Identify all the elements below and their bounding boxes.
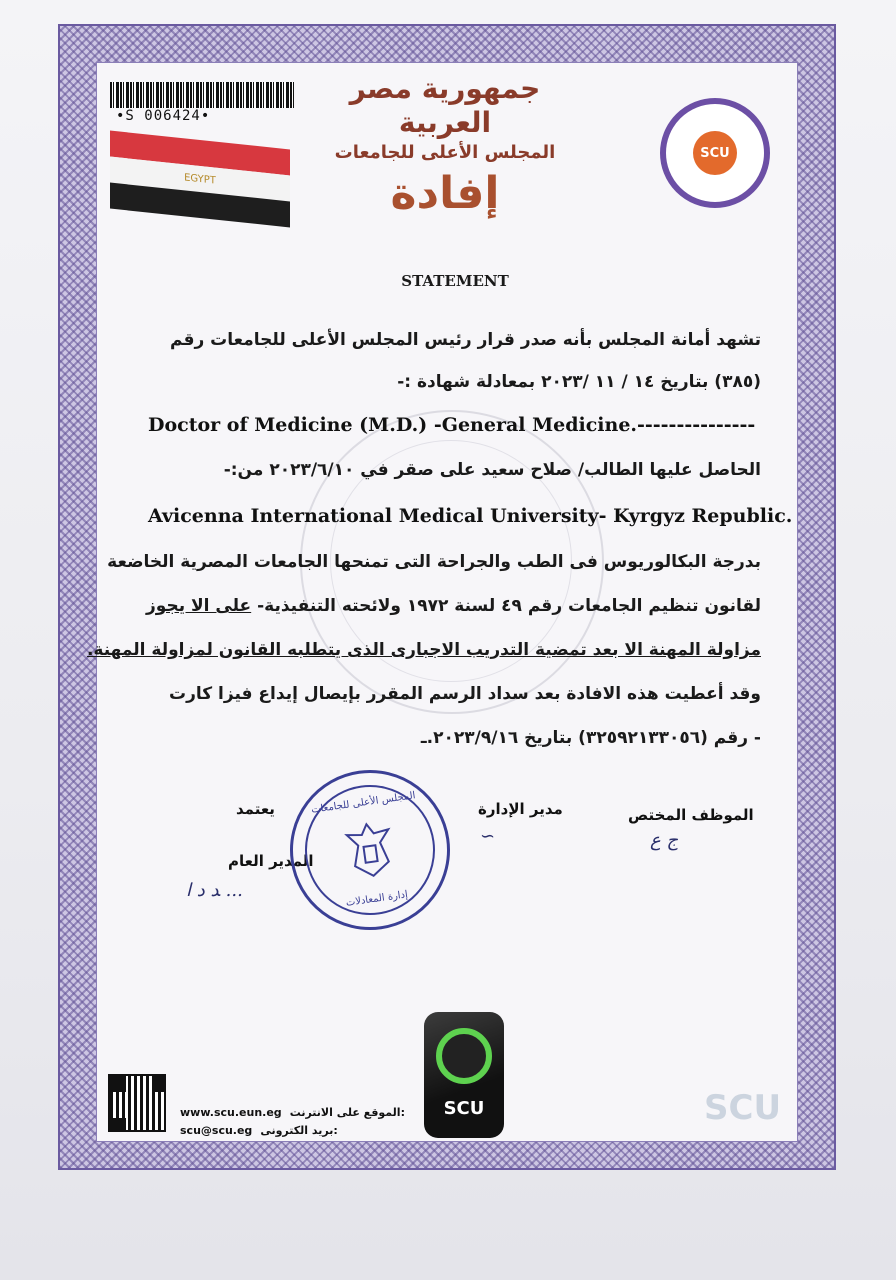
title-country: جمهورية مصر العربية bbox=[349, 72, 541, 139]
scu-logo-icon bbox=[660, 98, 770, 208]
hologram-text: SCU bbox=[443, 1098, 485, 1119]
general-manager-label: المدير العام bbox=[228, 852, 314, 870]
body-line-8: - رقم (٣٢٥٩٢١٣٣٠٥٦) بتاريخ ٢٠٢٣/٩/١٦.ـ bbox=[420, 728, 761, 748]
hologram-seal bbox=[424, 1012, 504, 1138]
degree-english: Doctor of Medicine (M.D.) -General Medicine.--------------- bbox=[148, 414, 756, 436]
flag-caption: EGYPT bbox=[110, 157, 290, 202]
email-label: بريد الكترونى: bbox=[260, 1124, 338, 1137]
manager-signature-scrawl: ∽ bbox=[480, 826, 496, 847]
website-label: الموقع على الانترنت: bbox=[289, 1106, 405, 1119]
employee-signature-scrawl: ج ع bbox=[650, 830, 679, 851]
body-line-1: تشهد أمانة المجلس بأنه صدر قرار رئيس المجلس الأعلى للجامعات رقم bbox=[170, 330, 761, 350]
body-line-2: (٣٨٥) بتاريخ ١٤ / ١١ /٢٠٢٣ بمعادلة شهادة :- bbox=[397, 372, 761, 392]
statement-heading: STATEMENT bbox=[401, 272, 509, 290]
header-title bbox=[320, 72, 570, 222]
body-line-7: وقد أعطيت هذه الافادة بعد سداد الرسم المقرر بإيصال إيداع فيزا كارت bbox=[168, 684, 761, 704]
stamp-bottom-text: إدارة المعادلات bbox=[345, 889, 409, 909]
contact-info bbox=[180, 1104, 405, 1140]
body-line-6: مزاولة المهنة الا بعد تمضية التدريب الاجبارى الذى يتطلبه القانون لمزاولة المهنة. bbox=[86, 640, 761, 660]
approved-label: يعتمد bbox=[236, 800, 275, 818]
general-manager-signature-scrawl: ﺪ ﺩ ﺍ ... bbox=[186, 880, 243, 901]
body-line-5-underlined: على الا يجوز bbox=[146, 596, 252, 616]
employee-signature-label: الموظف المختص bbox=[628, 806, 754, 824]
scu-logo-text: SCU bbox=[693, 131, 737, 175]
body-line-5 bbox=[146, 596, 761, 616]
university-english: Avicenna International Medical University- Kyrgyz Republic. bbox=[148, 505, 793, 527]
barcode bbox=[110, 82, 294, 108]
website-url: www.scu.eun.eg bbox=[180, 1106, 282, 1119]
body-line-3: الحاصل عليها الطالب/ صلاح سعيد على صقر في ٢٠٢٣/٦/١٠ من:- bbox=[223, 460, 761, 480]
stamp-top-text: المجلس الأعلى للجامعات bbox=[310, 790, 417, 816]
title-council: المجلس الأعلى للجامعات bbox=[334, 142, 556, 163]
scu-watermark: SCU bbox=[704, 1088, 782, 1128]
admin-manager-label: مدير الإدارة bbox=[478, 800, 563, 818]
body-line-4: بدرجة البكالوريوس فى الطب والجراحة التى تمنحها الجامعات المصرية الخاضعة bbox=[107, 552, 761, 572]
title-statement-ar: إفادة bbox=[390, 168, 500, 219]
body-line-5-text: لقانون تنظيم الجامعات رقم ٤٩ لسنة ١٩٧٢ ولائحته التنفيذية- bbox=[257, 596, 761, 616]
serial-number: •S 006424• bbox=[116, 108, 211, 124]
qr-code bbox=[108, 1074, 166, 1132]
email-address: scu@scu.eg bbox=[180, 1124, 253, 1137]
hologram-ring-icon bbox=[436, 1028, 492, 1084]
